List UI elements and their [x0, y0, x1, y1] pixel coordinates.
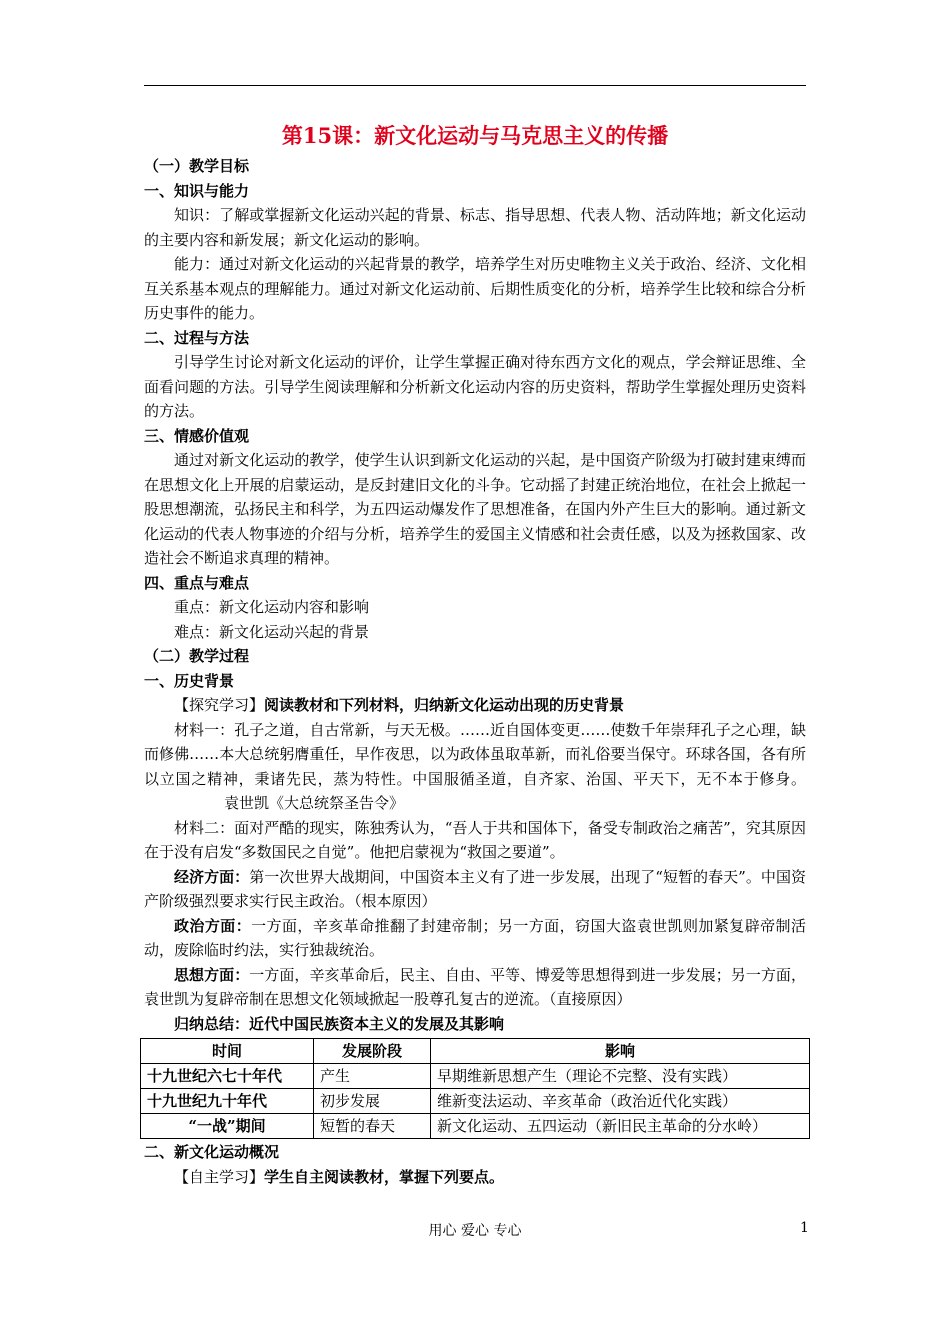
- politics-text: 一方面，辛亥革命推翻了封建帝制；另一方面，窃国大盗袁世凯则加紧复辟帝制活动，废除临时约法，实行独裁统治。: [144, 916, 806, 959]
- paragraph-key-point: 重点：新文化运动内容和影响: [174, 598, 370, 616]
- page-number: 1: [800, 1220, 809, 1236]
- heading-values: 三、情感价值观: [144, 426, 250, 445]
- table-header-cell: 影响: [431, 1039, 810, 1064]
- explore-learning-line: [144, 693, 806, 718]
- header-rule: [144, 85, 806, 86]
- table-cell-period: 十九世纪九十年代: [141, 1089, 314, 1114]
- ideology-text: 一方面，辛亥革命后，民主、自由、平等、博爱等思想得到进一步发展；另一方面，袁世凯为复辟帝制在思想文化领域掀起一股尊孔复古的逆流。（直接原因）: [144, 965, 806, 1008]
- section-teaching-process: （二）教学过程: [144, 647, 250, 665]
- economy-label: 经济方面：: [174, 867, 250, 886]
- ideology-aspect: [144, 963, 806, 1012]
- paragraph-values: 通过对新文化运动的教学，使学生认识到新文化运动的兴起，是中国资产阶级为打破封建束缚而在思想文化上开展的启蒙运动，是反封建旧文化的斗争。它动摇了封建正统治地位，在社会上掀起一股思想潮流，弘扬民主和科学，为五四运动爆发作了思想准备，在国内外产生巨大的影响。通过新文化运动的代表人物事迹的介绍与分析，培养学生的爱国主义情感和社会责任感，以及为拯救国家、改造社会不断追求真理的精神。: [144, 451, 806, 567]
- ideology-label: 思想方面：: [174, 965, 250, 984]
- politics-label: 政治方面：: [174, 916, 252, 935]
- material-one: [144, 718, 806, 816]
- table-cell-impact: 维新变法运动、辛亥革命（政治近代化实践）: [431, 1089, 810, 1114]
- table-cell-impact: 早期维新思想产生（理论不完整、没有实践）: [431, 1064, 810, 1089]
- table-row: [141, 1114, 810, 1139]
- table-cell-stage: 产生: [314, 1064, 431, 1089]
- page-title: 第15课：新文化运动与马克思主义的传播: [281, 123, 669, 148]
- table-cell-period: 十九世纪六七十年代: [141, 1064, 314, 1089]
- table-cell-period: “一战”期间: [141, 1114, 314, 1139]
- politics-aspect: [144, 914, 806, 963]
- paragraph-ability: 能力：通过对新文化运动的兴起背景的教学，培养学生对历史唯物主义关于政治、经济、文化相互关系基本观点的理解能力。通过对新文化运动前、后期性质变化的分析，培养学生比较和综合分析历史事件的能力。: [144, 255, 806, 322]
- paragraph-process: 引导学生讨论对新文化运动的评价，让学生掌握正确对待东西方文化的观点，学会辩证思维、全面看问题的方法。引导学生阅读理解和分析新文化运动内容的历史资料，帮助学生掌握处理历史资料的方法。: [144, 353, 806, 420]
- footer-motto: 用心 爱心 专心: [428, 1223, 522, 1239]
- paragraph-difficult-point: 难点：新文化运动兴起的背景: [174, 622, 370, 641]
- heading-knowledge-ability: 一、知识与能力: [144, 181, 250, 200]
- table-cell-impact: 新文化运动、五四运动（新旧民主革命的分水岭）: [431, 1114, 810, 1139]
- material-two: 材料二：面对严酷的现实，陈独秀认为，“吾人于共和国体下，备受专制政治之痛苦”，究其原因在于没有启发“多数国民之自觉”。他把启蒙视为“救国之要道”。: [144, 818, 806, 861]
- summary-heading: 归纳总结：近代中国民族资本主义的发展及其影响: [174, 1014, 505, 1033]
- table-row: [141, 1064, 810, 1089]
- table-header-row: [141, 1039, 810, 1064]
- heading-movement-overview: 二、新文化运动概况: [144, 1143, 280, 1161]
- self-study-tag: 【自主学习】: [174, 1167, 265, 1186]
- table-header-cell: 发展阶段: [314, 1039, 431, 1064]
- heading-process-method: 二、过程与方法: [144, 328, 250, 347]
- economy-aspect: [144, 865, 806, 914]
- table-header-cell: 时间: [141, 1039, 314, 1064]
- table-cell-stage: 初步发展: [314, 1089, 431, 1114]
- self-study-line: [144, 1165, 806, 1190]
- heading-key-difficult: 四、重点与难点: [144, 573, 250, 592]
- material-one-text: 材料一：孔子之道，自古常新，与天无极。……近自国体变更……使数千年崇拜孔子之心理，缺而修佛……本大总统躬膺重任，早作夜思，以为政体虽取革新，而礼俗要当保守。环球各国，各有所以立国之精神，秉诸先民，蒸为特性。中国服循圣道，自齐家、治国、平天下，无不本于修身。: [144, 720, 806, 788]
- economy-text: 第一次世界大战期间，中国资本主义有了进一步发展，出现了“短暂的春天”。中国资产阶级强烈要求实行民主政治。（根本原因）: [144, 867, 806, 910]
- explore-instruction: 阅读教材和下列材料，归纳新文化运动出现的历史背景: [264, 696, 625, 714]
- section-teaching-goals: （一）教学目标: [144, 157, 250, 175]
- heading-historical-background: 一、历史背景: [144, 671, 235, 690]
- explore-tag: 【探究学习】: [174, 696, 265, 714]
- paragraph-knowledge: 知识：了解或掌握新文化运动兴起的背景、标志、指导思想、代表人物、活动阵地；新文化运动的主要内容和新发展；新文化运动的影响。: [144, 206, 806, 249]
- capitalism-development-table: [140, 1038, 810, 1139]
- table-cell-stage: 短暂的春天: [314, 1114, 431, 1139]
- material-one-source: 袁世凯《大总统祭圣告令》: [224, 794, 405, 812]
- table-row: [141, 1089, 810, 1114]
- document-body: [144, 118, 806, 1189]
- self-study-instruction: 学生自主阅读教材，掌握下列要点。: [264, 1167, 505, 1186]
